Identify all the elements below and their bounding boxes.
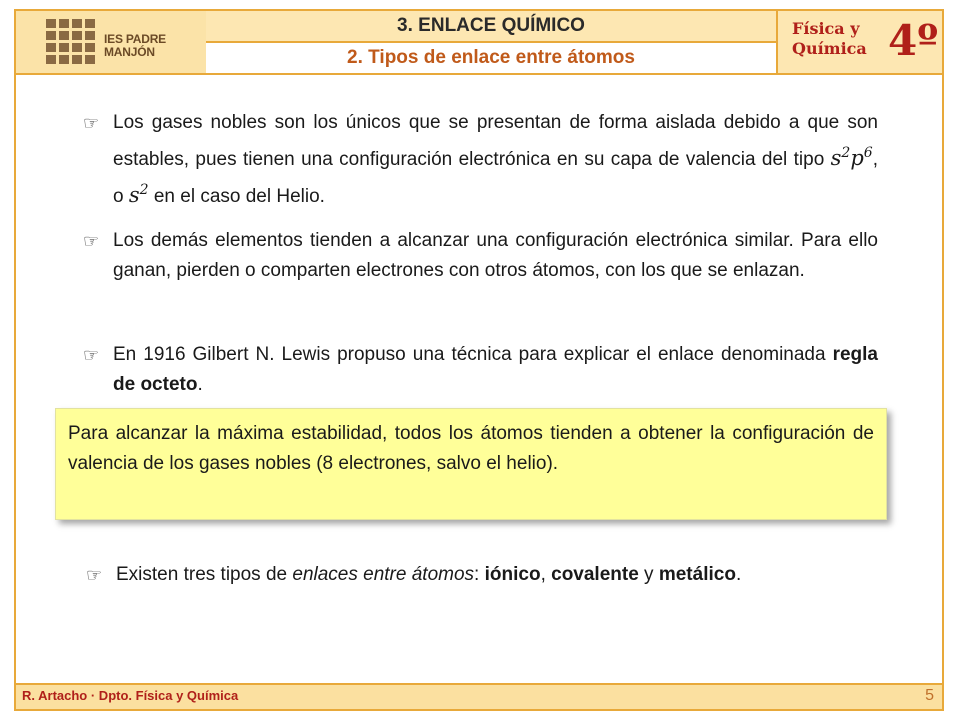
course-badge (778, 11, 942, 73)
bullet-noble-gases (83, 108, 878, 212)
pointing-hand-icon: ☞ (83, 231, 100, 251)
logo-text (104, 33, 166, 59)
school-logo (16, 11, 208, 73)
formula-s-exponent: 2 (841, 145, 851, 161)
formula-s-exponent: 2 (139, 182, 149, 198)
pointing-hand-icon: ☞ (83, 345, 100, 365)
course-name (792, 19, 867, 59)
pointing-hand-icon: ☞ (83, 113, 100, 133)
highlight-text: Para alcanzar la máxima estabilidad, todos los átomos tienden a obtener la configuración de valencia de los gases nobles (8 electrones, salvo el helio). (68, 423, 874, 474)
logo-text-line2: MANJÓN (104, 45, 155, 59)
bullet-text: en el caso del Helio. (148, 186, 325, 207)
metallic-term: metálico (658, 564, 736, 585)
helium-config-formula (129, 183, 149, 207)
bullet-text: . (197, 374, 203, 395)
slide-title: 3. ENLACE QUÍMICO (206, 11, 776, 43)
logo-grid-icon (46, 19, 100, 65)
bullet-other-elements (83, 226, 878, 286)
formula-p: p (850, 146, 864, 170)
covalent-term: covalente (551, 564, 639, 585)
course-name-line2: Química (792, 39, 867, 58)
formula-s: s (128, 183, 140, 207)
bullet-text: , (540, 564, 552, 585)
page-number: 5 (925, 687, 934, 704)
logo-text-line1: IES PADRE (104, 32, 166, 46)
slide-header (16, 11, 942, 75)
bullet-bond-types (86, 560, 884, 590)
course-level: 4º (888, 16, 939, 65)
bullet-text: : (474, 564, 485, 585)
title-area (206, 11, 778, 73)
bullet-text: Los demás elementos tienden a alcanzar una configuración electrónica similar. Para ello ganan, pierden o comparten electrones con otros átomos, con los que se enlazan. (113, 230, 878, 281)
bond-term: enlaces entre átomos (292, 564, 475, 585)
pointing-hand-icon: ☞ (86, 565, 103, 585)
bullet-text: y (638, 564, 659, 585)
slide-footer (14, 683, 944, 711)
bullet-text: , o (113, 149, 878, 207)
ionic-term: iónico (484, 564, 541, 585)
formula-p-exponent: 6 (863, 145, 873, 161)
formula-s: s (830, 146, 842, 170)
slide-subtitle: 2. Tipos de enlace entre átomos (206, 43, 776, 73)
bullet-text: Existen tres tipos de (116, 564, 293, 585)
bullet-lewis (83, 340, 878, 400)
electron-config-formula (831, 146, 873, 170)
bullet-text: . (735, 564, 742, 585)
footer-author: R. Artacho · Dpto. Física y Química (22, 688, 239, 703)
course-name-line1: Física y (792, 19, 860, 38)
highlight-box (55, 408, 887, 520)
bullet-text: En 1916 Gilbert N. Lewis propuso una técnica para explicar el enlace denominada (113, 344, 833, 365)
bullet-text: Los gases nobles son los únicos que se presentan de forma aislada debido a que son estables, pues tienen una configuración electrónica en su capa de valencia del tipo (113, 112, 878, 170)
octet-rule-term: regla de octeto (113, 344, 878, 395)
